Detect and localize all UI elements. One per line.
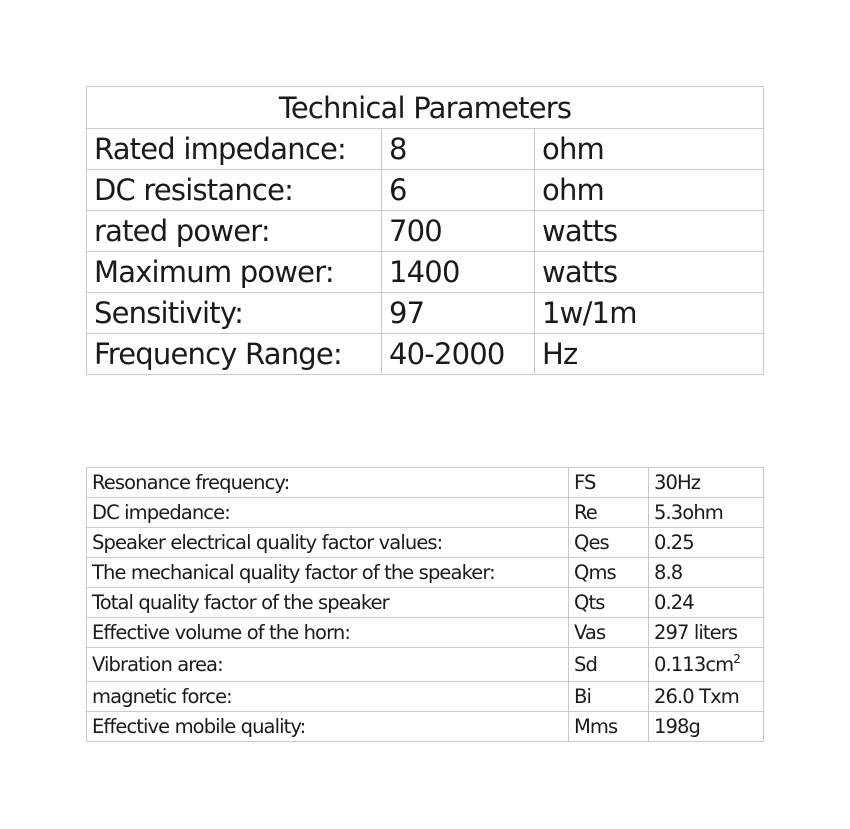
spec-symbol: Mms (569, 712, 649, 742)
spec-label: Effective mobile quality: (87, 712, 569, 742)
spec-symbol: Qes (569, 528, 649, 558)
table-row (87, 528, 764, 558)
spec-value: 26.0 Txm (649, 682, 764, 712)
table-row (87, 293, 764, 334)
table-row (87, 468, 764, 498)
param-label: DC resistance: (87, 170, 382, 211)
table-row (87, 334, 764, 375)
spec-symbol: Vas (569, 618, 649, 648)
param-value: 8 (382, 129, 535, 170)
param-value: 1400 (382, 252, 535, 293)
table-row (87, 498, 764, 528)
table-row (87, 129, 764, 170)
table-title-row (87, 87, 764, 129)
table-row (87, 170, 764, 211)
spec-value: 0.113cm (654, 653, 734, 676)
param-value: 97 (382, 293, 535, 334)
spec-label: Vibration area: (87, 648, 569, 682)
spec-label: Resonance frequency: (87, 468, 569, 498)
param-label: Maximum power: (87, 252, 382, 293)
speaker-specs-table (86, 467, 764, 742)
spec-symbol: Qms (569, 558, 649, 588)
spec-value: 0.24 (649, 588, 764, 618)
spec-label: The mechanical quality factor of the speaker: (87, 558, 569, 588)
param-value: 700 (382, 211, 535, 252)
spec-label: Speaker electrical quality factor values: (87, 528, 569, 558)
param-value: 6 (382, 170, 535, 211)
spec-value-cell (649, 648, 764, 682)
table-title: Technical Parameters (87, 87, 764, 129)
spec-label: DC impedance: (87, 498, 569, 528)
spec-value: 0.25 (649, 528, 764, 558)
table-row (87, 558, 764, 588)
table-row (87, 712, 764, 742)
table-row (87, 588, 764, 618)
param-unit: ohm (535, 129, 764, 170)
table-row (87, 618, 764, 648)
param-unit: 1w/1m (535, 293, 764, 334)
param-value: 40-2000 (382, 334, 535, 375)
param-unit: watts (535, 211, 764, 252)
spec-symbol: Re (569, 498, 649, 528)
spec-value: 8.8 (649, 558, 764, 588)
spec-value: 198g (649, 712, 764, 742)
table-row (87, 648, 764, 682)
spec-value: 5.3ohm (649, 498, 764, 528)
spec-value: 297 liters (649, 618, 764, 648)
param-unit: watts (535, 252, 764, 293)
spec-label: Effective volume of the horn: (87, 618, 569, 648)
param-label: Rated impedance: (87, 129, 382, 170)
spec-value-superscript: 2 (733, 652, 740, 666)
param-unit: Hz (535, 334, 764, 375)
spec-symbol: Qts (569, 588, 649, 618)
param-label: rated power: (87, 211, 382, 252)
table-row (87, 682, 764, 712)
param-unit: ohm (535, 170, 764, 211)
table-row (87, 252, 764, 293)
table-row (87, 211, 764, 252)
spec-symbol: Sd (569, 648, 649, 682)
param-label: Frequency Range: (87, 334, 382, 375)
spec-value: 30Hz (649, 468, 764, 498)
param-label: Sensitivity: (87, 293, 382, 334)
spec-symbol: FS (569, 468, 649, 498)
spec-label: magnetic force: (87, 682, 569, 712)
spec-label: Total quality factor of the speaker (87, 588, 569, 618)
spec-symbol: Bi (569, 682, 649, 712)
technical-parameters-table (86, 86, 764, 375)
